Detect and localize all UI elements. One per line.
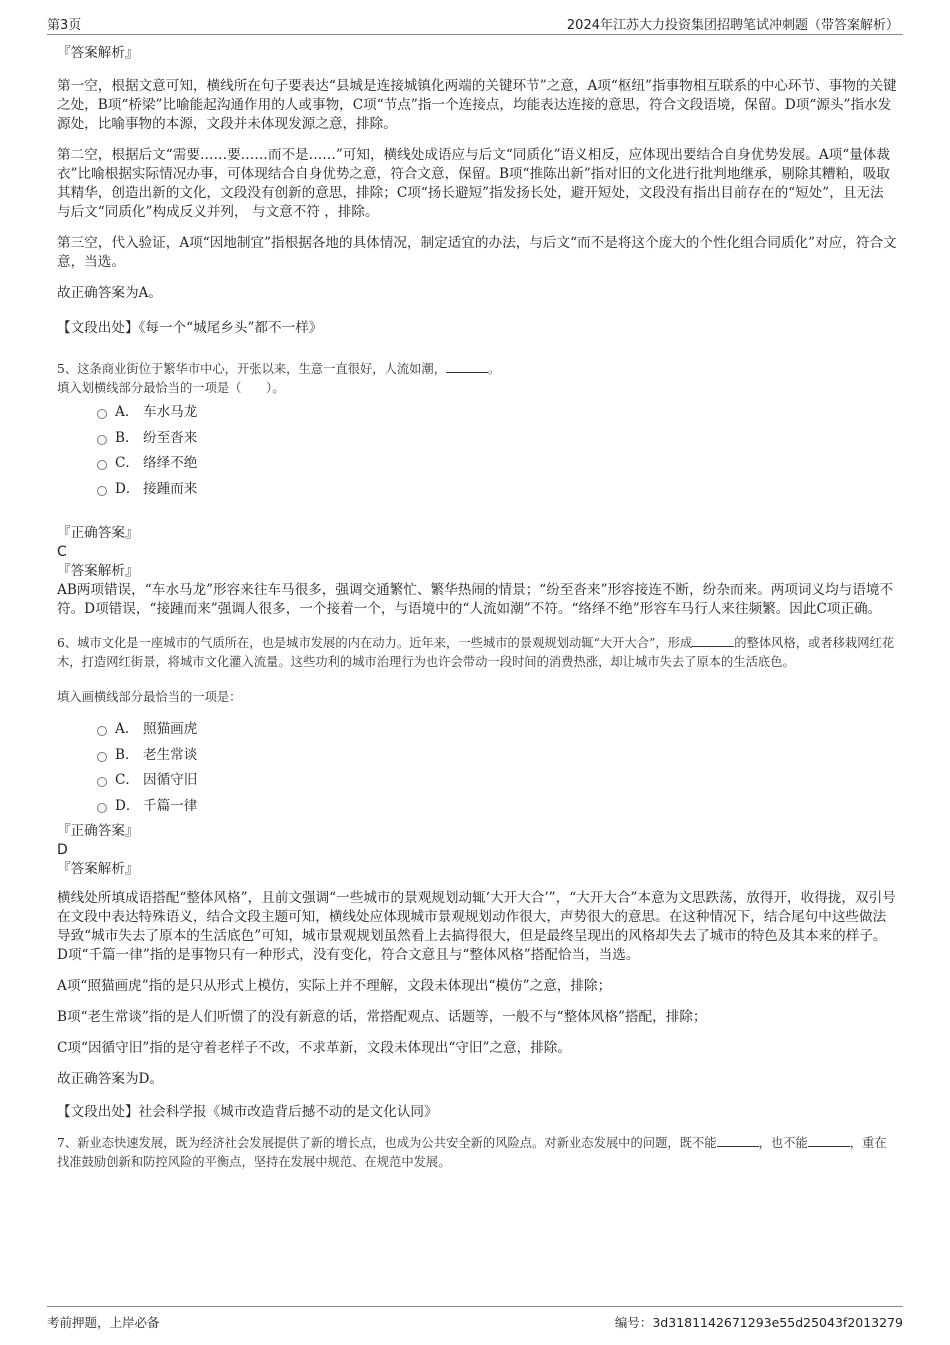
q6-options [97, 720, 897, 822]
radio-icon[interactable] [97, 726, 107, 736]
q4-analysis-p2: 第二空，根据后文“需要……要……而不是……”可知，横线处成语应与后文“同质化”语义相反，应体现出要结合自身优势发展。A项“量体裁衣”比喻根据实际情况办事，可体现结合自身优势之意，符合文意，保留。B项“推陈出新”指对旧的文化进行批判地继承，剔除其糟粕，吸取其精华，创造出新的文化，文段没有创新的意思，排除；C项“扬长避短”指发扬长处，避开短处，文段没有指出目前存在的“短处”，且无法与后文“同质化”构成反义并列， 与文意不符 ，排除。 [57, 147, 890, 220]
answer-label: 『正确答案』 [57, 525, 139, 541]
q6-analysis-p3: B项“老生常谈”指的是人们听惯了的没有新意的话，常搭配观点、话题等，一般不与“整体风格”搭配，排除； [57, 1009, 707, 1025]
analysis-label: 『答案解析』 [57, 45, 139, 61]
q6-option-c[interactable]: C． 因循守旧 [97, 771, 897, 797]
radio-icon[interactable] [97, 803, 107, 813]
q6-option-a[interactable]: A． 照猫画虎 [97, 720, 897, 746]
q5-option-b[interactable]: B． 纷至沓来 [97, 429, 897, 455]
q6-analysis-p1: 横线处所填成语搭配“整体风格”，且前文强调“一些城市的景观规划动辄‘大开大合’”，“大开大合”本意为文思跌荡，放得开，收得拢，双引号在文段中表达特殊语义，结合文段主题可知，横线处应体现城市景观规划动作很大，声势很大的意思。在这种情况下，结合尾句中这些做法导致“城市失去了原本的生活底色”可知，城市景观规划虽然看上去搞得很大，但是最终呈现出的风格却失去了城市的特色及其本来的样子。D项“千篇一律”指的是事物只有一种形式，没有变化，符合文意且与“整体风格”搭配恰当，当选。 [57, 890, 896, 963]
q6-conclusion: 故正确答案为D。 [57, 1071, 164, 1087]
q4-analysis-p1: 第一空，根据文意可知，横线所在句子要表达“县城是连接城镇化两端的关键环节”之意，A项“枢纽”指事物相互联系的中心环节、事物的关键之处，B项“桥梁”比喻能起沟通作用的人或事物，C项“节点”指一个连接点，均能表达连接的意思，符合文段语境，保留。D项“源头”指水发源处，比喻事物的本源，文段并未体现发源之意，排除。 [57, 78, 897, 132]
radio-icon[interactable] [97, 486, 107, 496]
q5-option-d[interactable]: D． 接踵而来 [97, 480, 897, 506]
radio-icon[interactable] [97, 409, 107, 419]
radio-icon[interactable] [97, 435, 107, 445]
q5-options [97, 403, 897, 505]
q6-stem: 6、城市文化是一座城市的气质所在，也是城市发展的内在动力。近年来，一些城市的景观规划动辄“大开大合”，形成 的整体风格，或者移栽网红花木，打造网红街景，将城市文化灌入流量。这些功利的城市治理行为也许会带动一段时间的消费热涨，却让城市失去了原本的生活底色。 [57, 636, 895, 669]
q5-option-c[interactable]: C． 络绎不绝 [97, 454, 897, 480]
q6-analysis-p4: C项“因循守旧”指的是守着老样子不改，不求革新，文段未体现出“守旧”之意，排除。 [57, 1040, 571, 1056]
document-title: 2024年江苏大力投资集团招聘笔试冲刺题（带答案解析） [566, 18, 899, 33]
q4-analysis-p3: 第三空，代入验证，A项“因地制宜”指根据各地的具体情况，制定适宜的办法，与后文“而不是将这个庞大的个性化组合同质化”对应，符合文意，当选。 [57, 235, 897, 270]
q5-prompt: 填入划横线部分最恰当的一项是（ ）。 [57, 381, 285, 395]
analysis-label: 『答案解析』 [57, 563, 139, 579]
q6-prompt: 填入画横线部分最恰当的一项是： [57, 690, 242, 704]
blank-line [446, 360, 488, 373]
q4-conclusion: 故正确答案为A。 [57, 285, 162, 301]
q5-answer: C [57, 544, 67, 560]
q6-option-b[interactable]: B． 老生常谈 [97, 746, 897, 772]
blank-line [692, 634, 734, 647]
q6-answer: D [57, 842, 68, 858]
q5-stem: 5、这条商业街位于繁华市中心，开张以来，生意一直很好，人流如潮， 。 [57, 362, 501, 376]
footer-slogan: 考前押题，上岸必备 [47, 1315, 160, 1330]
q5-analysis: AB两项错误，“车水马龙”形容来往车马很多，强调交通繁忙、繁华热闹的情景；“纷至沓来”形容接连不断，纷杂而来。两项词义均与语境不符。D项错误，“接踵而来”强调人很多，一个接着一个，与语境中的“人流如潮”不符。“络绎不绝”形容车马行人来往频繁。因此C项正确。 [57, 582, 894, 617]
q6-analysis-p2: A项“照猫画虎”指的是只从形式上模仿，实际上并不理解，文段未体现出“模仿”之意，排除； [57, 978, 612, 994]
page-content [57, 44, 897, 1172]
page-footer [47, 1306, 903, 1331]
q7-stem: 7、新业态快速发展，既为经济社会发展提供了新的增长点，也成为公共安全新的风险点。对新业态发展中的问题，既不能 ，也不能 ，重在找准鼓励创新和防控风险的平衡点，坚持在发展中规范、在规范中发展。 [57, 1136, 887, 1169]
radio-icon[interactable] [97, 777, 107, 787]
q5-option-a[interactable]: A． 车水马龙 [97, 403, 897, 429]
page-header [47, 12, 903, 35]
blank-line [808, 1134, 850, 1147]
radio-icon[interactable] [97, 752, 107, 762]
radio-icon[interactable] [97, 460, 107, 470]
blank-line [717, 1134, 759, 1147]
page-number: 第3页 [47, 18, 82, 33]
analysis-label: 『答案解析』 [57, 861, 139, 877]
document-id: 编号：3d3181142671293e55d25043f2013279 [614, 1315, 903, 1330]
q6-option-d[interactable]: D． 千篇一律 [97, 797, 897, 823]
q6-source: 【文段出处】社会科学报《城市改造背后撼不动的是文化认同》 [57, 1104, 438, 1120]
answer-label: 『正确答案』 [57, 823, 139, 839]
q4-source: 【文段出处】《每一个“城尾乡头”都不一样》 [57, 320, 323, 336]
